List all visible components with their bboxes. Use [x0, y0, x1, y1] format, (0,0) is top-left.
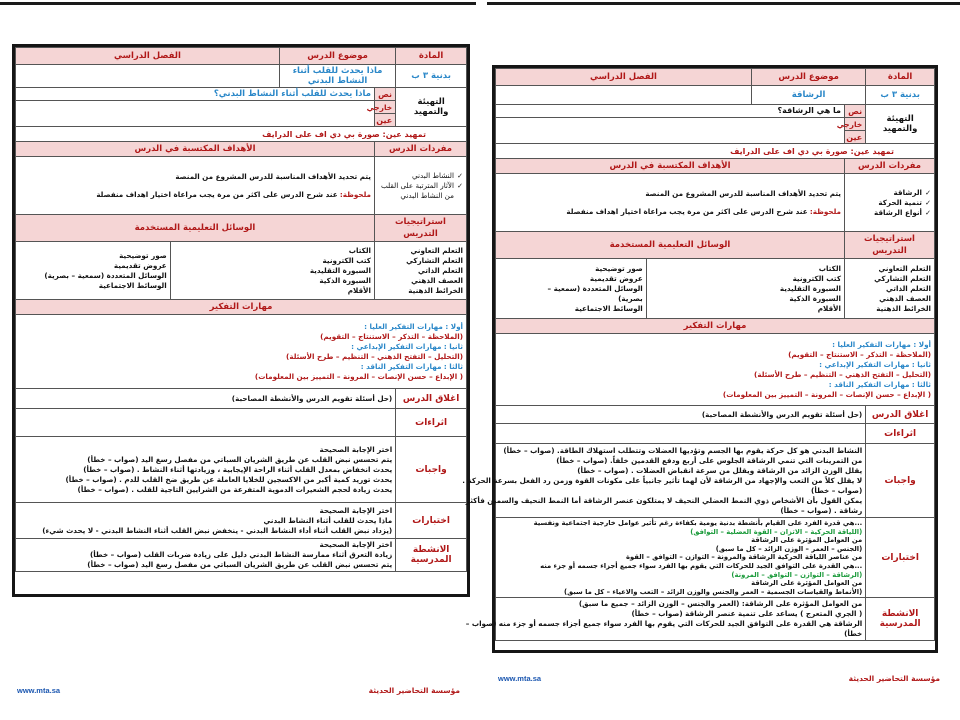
thinking-title: ثالثا : مهارات التفكير الناقد :	[828, 379, 931, 389]
thinking-cell	[16, 315, 467, 389]
homework-line: يحدث انخفاض بمعدل القلب أثناء الراحة الإيجابية ، وزيادتها أثناء النشاط . (صواب – خطأ)	[83, 464, 393, 474]
goals-note-label: ملحوظة:	[809, 206, 841, 216]
activities-line: ( الجري المتعرج ) يساعد على تنمية عنصر الرشاقة (صواب – خطأ)	[631, 609, 863, 619]
goals-note-text: عند شرح الدرس على اكثر من مرة يجب مراعاة اختيار اهداف منفصلة	[96, 189, 338, 199]
homework-label: واجبات	[396, 437, 467, 503]
activities-line: اختر الإجابة الصحيحة	[319, 540, 393, 549]
activities-line: الرشاقة هي القدرة على التوافق الجيد للحركات التي يقوم بها الفرد سواء جميع أجزاء جسمه أو جزء منه (صواب –	[465, 619, 863, 629]
closing-text: (حل أسئلة تقويم الدرس والأنشطة المصاحبة)	[16, 389, 396, 409]
strategy-item: الخرائط الذهنية	[876, 303, 931, 313]
vocab-list	[378, 171, 463, 201]
thinking-items: ( الإبداع – حسن الإنصات – المرونة – التمييز بين المعلومات)	[254, 371, 463, 381]
media-cell-2	[496, 259, 647, 319]
media-item: الوسائط الاجتماعية	[98, 280, 167, 290]
media-item: بصرية)	[618, 293, 643, 303]
media-item: الوسائط الاجتماعية	[574, 303, 643, 313]
media-header: الوسائل التعليمية المستخدمة	[496, 232, 845, 259]
media-item: صور توضيحية	[119, 250, 167, 260]
homework-line: اختر الإجابة الصحيحة	[319, 444, 393, 454]
lesson-plan-table	[15, 47, 467, 572]
tests-line: (يزداد نبض القلب أثناء أداء النشاط البدني - ينخفض نبض القلب أثناء النشاط البدني - لا يحدث شيء)	[42, 525, 393, 535]
thinking-title: أولا : مهارات التفكير العليا :	[832, 339, 931, 349]
footer-url: www.mta.sa	[498, 674, 542, 683]
top-border-right	[487, 2, 960, 5]
warmup-label: التهيئة والتمهيد	[866, 105, 935, 144]
media-item: السبورة التقليدية	[309, 265, 371, 275]
thinking-header: مهارات التفكير	[496, 319, 935, 334]
thinking-items: (التحليل – التفتح الذهني – التنظيم – طرح الأسئلة)	[286, 351, 463, 361]
vocab-item: ✓ أنواع الرشاقة	[848, 208, 931, 218]
thinking-items: (الملاحظة – التذكر – الاستنتاج – التقويم)	[320, 331, 463, 341]
activities-line: من العوامل المؤثرة على الرشاقة: (العمر والجنس – الوزن الزائد – جميع ما سبق)	[578, 599, 863, 609]
media-item: الأقلام	[347, 285, 371, 295]
homework-cell	[16, 437, 396, 503]
strategies-cell	[374, 242, 466, 300]
media-item: الوسائل المتعددة (سمعية –	[547, 283, 643, 293]
thinking-items: (الملاحظة – التذكر – الاستنتاج – التقويم)	[788, 349, 931, 359]
term-value	[496, 86, 752, 105]
type-external: خارجي	[374, 101, 395, 114]
media-item: كتب الكترونية	[792, 273, 841, 283]
media-item: الأقلام	[817, 303, 841, 313]
tests-line: (الرشاقة – التوازن – التوافق – المرونة)	[731, 570, 863, 579]
type-text: نص	[845, 105, 866, 118]
footer-org: مؤسسة التحاضير الحديثة	[368, 686, 460, 695]
strategy-item: التعلم الذاتي	[886, 283, 931, 293]
vocab-header: مفردات الدرس	[374, 142, 466, 157]
activities-label: الانشطة المدرسية	[866, 598, 935, 641]
activities-cell	[465, 598, 866, 641]
tests-cell	[496, 518, 866, 598]
subject-value: بدنية ٣ ب	[866, 86, 935, 105]
topic-value: ماذا يحدث للقلب أثناء النشاط البدني	[279, 65, 395, 88]
type-eye: عين	[374, 114, 395, 127]
strategies-header: استراتيجيات التدريس	[845, 232, 935, 259]
media-item: الوسائل المتعددة (سمعية – بصرية)	[44, 270, 167, 280]
enrich-cell	[496, 424, 866, 444]
vocab-item: ✓ الآثار المترتبة على القلب من النشاط البدني	[378, 181, 463, 201]
goals-note-label: ملحوظة:	[339, 189, 371, 199]
activities-line: زيادة التعرق أثناء ممارسة النشاط البدني دليل على زيادة ضربات القلب (صواب – خطأ)	[89, 550, 393, 559]
homework-line: يحدث توريد كمية أكبر من الاكسجين للخلايا العاملة عن طريق ضخ القلب للدم . (صواب – خطأ)	[65, 474, 393, 484]
media-item: الكتاب	[348, 245, 371, 255]
homework-line: من التمرينات التي تنمي الرشاقة الجلوس على أربع ودفع القدمين خلفاً. (صواب – خطأ)	[556, 455, 863, 465]
tests-line: ماذا يحدث للقلب أثناء النشاط البدني	[263, 515, 393, 525]
warmup-intro: تمهيد عين: صورة بي دي اف على الدرايف	[16, 127, 467, 142]
thinking-cell	[496, 334, 935, 406]
thinking-title: ثالثا : مهارات التفكير الناقد :	[360, 361, 463, 371]
tests-line: (اللياقة الحركية – الاتزان – القوة العضلية – التوافق)	[690, 527, 863, 536]
goals-note-text: عند شرح الدرس على اكثر من مرة يجب مراعاة اختيار اهداف منفصلة	[566, 206, 808, 216]
media-item: السبورة الذكية	[789, 293, 841, 303]
activities-label: الانشطة المدرسية	[396, 539, 467, 572]
warmup-intro: تمهيد عين: صورة بي دي اف على الدرايف	[496, 144, 935, 159]
closing-label: اغلاق الدرس	[396, 389, 467, 409]
tests-label: اختبارات	[396, 503, 467, 539]
strategy-item: التعلم التشاركي	[406, 255, 463, 265]
goals-header: الأهداف المكتسبة في الدرس	[496, 159, 845, 174]
media-item: كتب الكترونية	[322, 255, 371, 265]
type-eye: عين	[845, 131, 866, 144]
warmup-empty	[496, 118, 845, 144]
media-item: السبورة التقليدية	[779, 283, 841, 293]
tests-cell	[16, 503, 396, 539]
subject-header: المادة	[866, 69, 935, 86]
activities-line: يتم تحسس نبض القلب عن طريق الشريان السباتي من مفصل رسغ اليد (صواب – خطأ)	[87, 560, 393, 569]
enrich-label: اثراءات	[866, 424, 935, 444]
tests-line: (الأنماط والقياسات الجسمية – العمر والجنس والوزن الزائد – التعب والاعياء – كل ما سبق)	[564, 587, 863, 596]
top-border-left	[0, 2, 476, 5]
tests-line: من العوامل المؤثرة على الرشاقة	[751, 579, 863, 588]
warmup-empty	[16, 101, 375, 127]
vocab-item: ✓ النشاط البدني	[378, 171, 463, 181]
homework-label: واجبات	[866, 444, 935, 518]
homework-line: (صواب – خطأ)	[811, 485, 863, 495]
vocab-list-cell	[845, 174, 935, 232]
media-item: السبورة الذكية	[319, 275, 371, 285]
closing-text: (حل أسئلة تقويم الدرس والأنشطة المصاحبة)	[496, 406, 866, 424]
homework-cell	[462, 444, 866, 518]
goals-cell	[16, 157, 375, 215]
goals-header: الأهداف المكتسبة في الدرس	[16, 142, 375, 157]
homework-line: يمكن القول بأن الأشخاص ذوي النمط العضلي النحيف لا يمتلكون عنصر الرشاقة أما النمط النحيف والسمين فأكثر	[465, 495, 863, 505]
footer-url: www.mta.sa	[17, 686, 61, 695]
strategy-item: الخرائط الذهنية	[408, 285, 463, 295]
goals-cell	[496, 174, 845, 232]
tests-line: ...هي القدرة على التوافق الجيد للحركات التي يقوم بها الفرد سواء جميع أجزاء جسمه أو جزء منه	[540, 561, 863, 570]
right-page	[462, 8, 960, 720]
topic-header: موضوع الدرس	[751, 69, 865, 86]
footer-org: مؤسسة التحاضير الحديثة	[848, 674, 940, 683]
media-header: الوسائل التعليمية المستخدمة	[16, 215, 375, 242]
closing-label: اغلاق الدرس	[866, 406, 935, 424]
media-item: الكتاب	[818, 263, 841, 273]
homework-line: يحدث زيادة لحجم الشعيرات الدموية المتفرعة من الشرايين التاجية للقلب . (صواب – خطأ)	[77, 484, 393, 494]
vocab-list	[848, 188, 931, 218]
activities-line: خطأ)	[844, 629, 863, 639]
thinking-title: ثانيا : مهارات التفكير الإبداعي :	[351, 341, 463, 351]
top-border	[0, 0, 960, 8]
media-item: صور توضيحية	[595, 263, 643, 273]
type-text: نص	[374, 88, 395, 101]
left-page	[0, 8, 476, 720]
strategy-item: التعلم الذاتي	[418, 265, 463, 275]
activities-cell	[16, 539, 396, 572]
strategies-cell	[845, 259, 935, 319]
topic-header: موضوع الدرس	[279, 48, 395, 65]
vocab-item: ✓ تنمية الحركة	[848, 198, 931, 208]
tests-line: ...هي قدرة الفرد على القيام بأنشطة بدنية يومية بكفاءة رغم تأثير عوامل خارجية اجتماعية ونفسية	[533, 519, 863, 527]
term-value	[16, 65, 280, 88]
strategy-item: العصف الذهني	[879, 293, 931, 303]
tests-line: اختر الإجابة الصحيحة	[319, 505, 393, 515]
homework-line: يقلل الوزن الزائد من الرشاقة ويقلل من سرعة انقباض العضلات . (صواب – خطأ)	[577, 465, 863, 475]
media-cell-2	[16, 242, 171, 300]
vocab-header: مفردات الدرس	[845, 159, 935, 174]
media-cell-1	[170, 242, 374, 300]
strategies-header: استراتيجيات التدريس	[374, 215, 466, 242]
warmup-label: التهيئة والتمهيد	[396, 88, 467, 127]
media-item: عروض تقديمية	[589, 273, 643, 283]
term-header: الفصل الدراسي	[16, 48, 280, 65]
vocab-list-cell	[374, 157, 466, 215]
media-item: عروض تقديمية	[113, 260, 167, 270]
thinking-items: (التحليل – التفتح الذهني – التنظيم – طرح الأسئلة)	[754, 369, 931, 379]
strategy-item: التعلم التعاوني	[410, 245, 463, 255]
thinking-header: مهارات التفكير	[16, 300, 467, 315]
warmup-question: ما هي الرشاقة؟	[496, 105, 845, 118]
strategy-item: التعلم التعاوني	[878, 263, 931, 273]
tests-label: اختبارات	[866, 518, 935, 598]
homework-line: لا يقلل كلاً من التعب والإجهاد من الرشاقة لأن لهما تأثير جانبياً على مكونات القوة وزمن رد الفعل بسرعة الحركة .	[462, 475, 863, 485]
lesson-plan-panel-right	[462, 65, 938, 653]
tests-line: (الجنس – العمر – الوزن الزائد – كل ما سبق)	[715, 544, 863, 553]
homework-line: النشاط البدني هو كل حركة يقوم بها الجسم وتؤديها العضلات وتتطلب استهلاك الطاقة. (صواب – خطأ)	[503, 445, 863, 455]
subject-value: بدنية ٣ ب	[396, 65, 467, 88]
lesson-plan-panel-left	[12, 44, 470, 597]
vocab-item: ✓ الرشاقة	[848, 188, 931, 198]
homework-line: رشاقة . (صواب – خطأ)	[780, 505, 863, 515]
subject-header: المادة	[396, 48, 467, 65]
warmup-question: ماذا يحدث للقلب أثناء النشاط البدني؟	[16, 88, 375, 101]
topic-value: الرشاقة	[751, 86, 865, 105]
strategy-item: التعلم التشاركي	[874, 273, 931, 283]
tests-line: من العوامل المؤثرة على الرشاقة	[751, 536, 863, 545]
enrich-label: اثراءات	[396, 409, 467, 437]
thinking-items: ( الإبداع – حسن الإنصات – المرونة – التمييز بين المعلومات)	[722, 389, 931, 399]
homework-line: يتم تحسس نبض القلب عن طريق الشريان السباتي من مفصل رسغ اليد (صواب – خطأ)	[87, 454, 393, 464]
type-external: خارجي	[845, 118, 866, 131]
thinking-title: ثانيا : مهارات التفكير الإبداعي :	[819, 359, 931, 369]
thinking-title: أولا : مهارات التفكير العليا :	[364, 321, 463, 331]
goals-line: يتم تحديد الأهداف المناسبة للدرس المشروع من المنصة	[175, 171, 371, 181]
strategy-item: العصف الذهني	[411, 275, 463, 285]
enrich-cell	[16, 409, 396, 437]
lesson-plan-table	[462, 68, 935, 641]
tests-line: من عناصر اللياقة الحركية الرشاقة والمرونة – التوازن – التوافق – القوة	[625, 553, 863, 562]
media-cell-1	[646, 259, 844, 319]
term-header: الفصل الدراسي	[496, 69, 752, 86]
goals-line: يتم تحديد الأهداف المناسبة للدرس المشروع من المنصة	[645, 188, 841, 198]
